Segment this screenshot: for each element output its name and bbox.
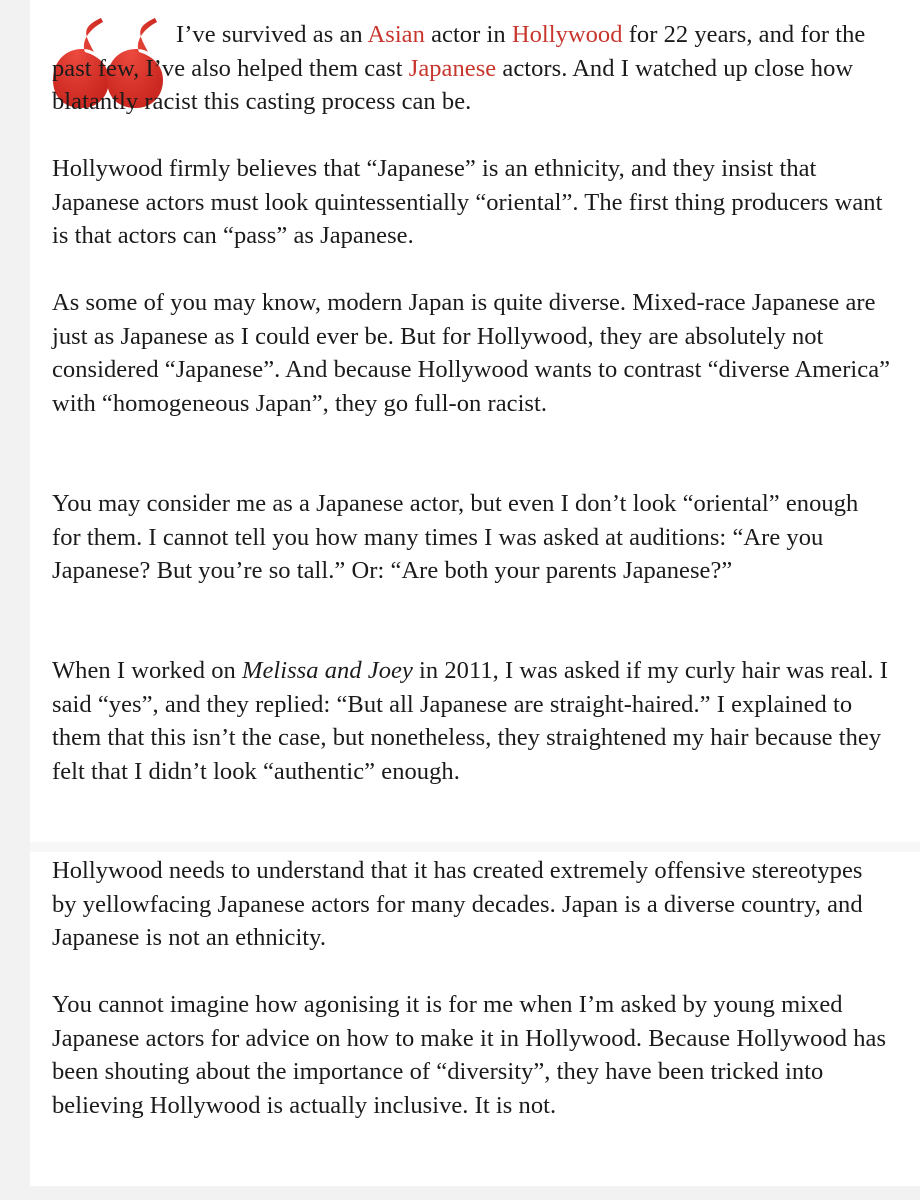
- paragraph-1: [52, 18, 892, 119]
- card-divider: [30, 842, 920, 852]
- paragraph-4: You may consider me as a Japanese actor, but even I don’t look “oriental” enough for them. I cannot tell you how many times I was asked at auditions: “Are you Japanese? But you’re so tall.” Or: “Are both your parents Japanese?”: [52, 490, 859, 584]
- paragraph-7: You cannot imagine how agonising it is for me when I’m asked by young mixed Japanese actors for advice on how to make it in Hollywood. Because Hollywood has been shouting about the importance of “diversity”, they have been tricked into believing Hollywood is actually inclusive. It is not.: [52, 991, 887, 1119]
- paragraph-3: As some of you may know, modern Japan is quite diverse. Mixed-race Japanese are just as Japanese as I could ever be. But for Hollywood, they are absolutely not considered “Japanese”. And because Hollywood wants to contrast “diverse America” with “homogeneous Japan”, they go full-on racist.: [52, 289, 891, 417]
- p1-text-1: I’ve survived as an: [176, 21, 368, 48]
- p5-text-1: When I worked on: [52, 657, 242, 684]
- hollywood-link[interactable]: Hollywood: [511, 21, 623, 48]
- p1-text-4: actors. And I watched up close how blatantly racist this casting process can be.: [52, 54, 854, 115]
- japanese-link[interactable]: Japanese: [408, 54, 497, 82]
- paragraph-6: Hollywood needs to understand that it has created extremely offensive stereotypes by yellowfacing Japanese actors for many decades. Japan is a diverse country, and Japanese is not an ethnicity.: [52, 857, 863, 951]
- p1-text-2: actor in: [424, 21, 512, 48]
- show-title: Melissa and Joey: [241, 657, 413, 684]
- asian-link[interactable]: Asian: [367, 21, 425, 48]
- p5-text-2: in 2011, I was asked if my curly hair was real. I said “yes”, and they replied: “But all Japanese are straight-haired.” I explained to them that this isn’t the case, but nonetheless, they straightened my hair because they felt that I didn’t look “authentic” enough.: [52, 657, 888, 785]
- p1-text-3: for 22 years, and for the past few, I’ve also helped them cast: [52, 21, 866, 82]
- paragraph-2: Hollywood firmly believes that “Japanese” is an ethnicity, and they insist that Japanese actors must look quintessentially “oriental”. The first thing producers want is that actors can “pass” as Japanese.: [52, 155, 883, 249]
- paragraph-5: [52, 654, 892, 788]
